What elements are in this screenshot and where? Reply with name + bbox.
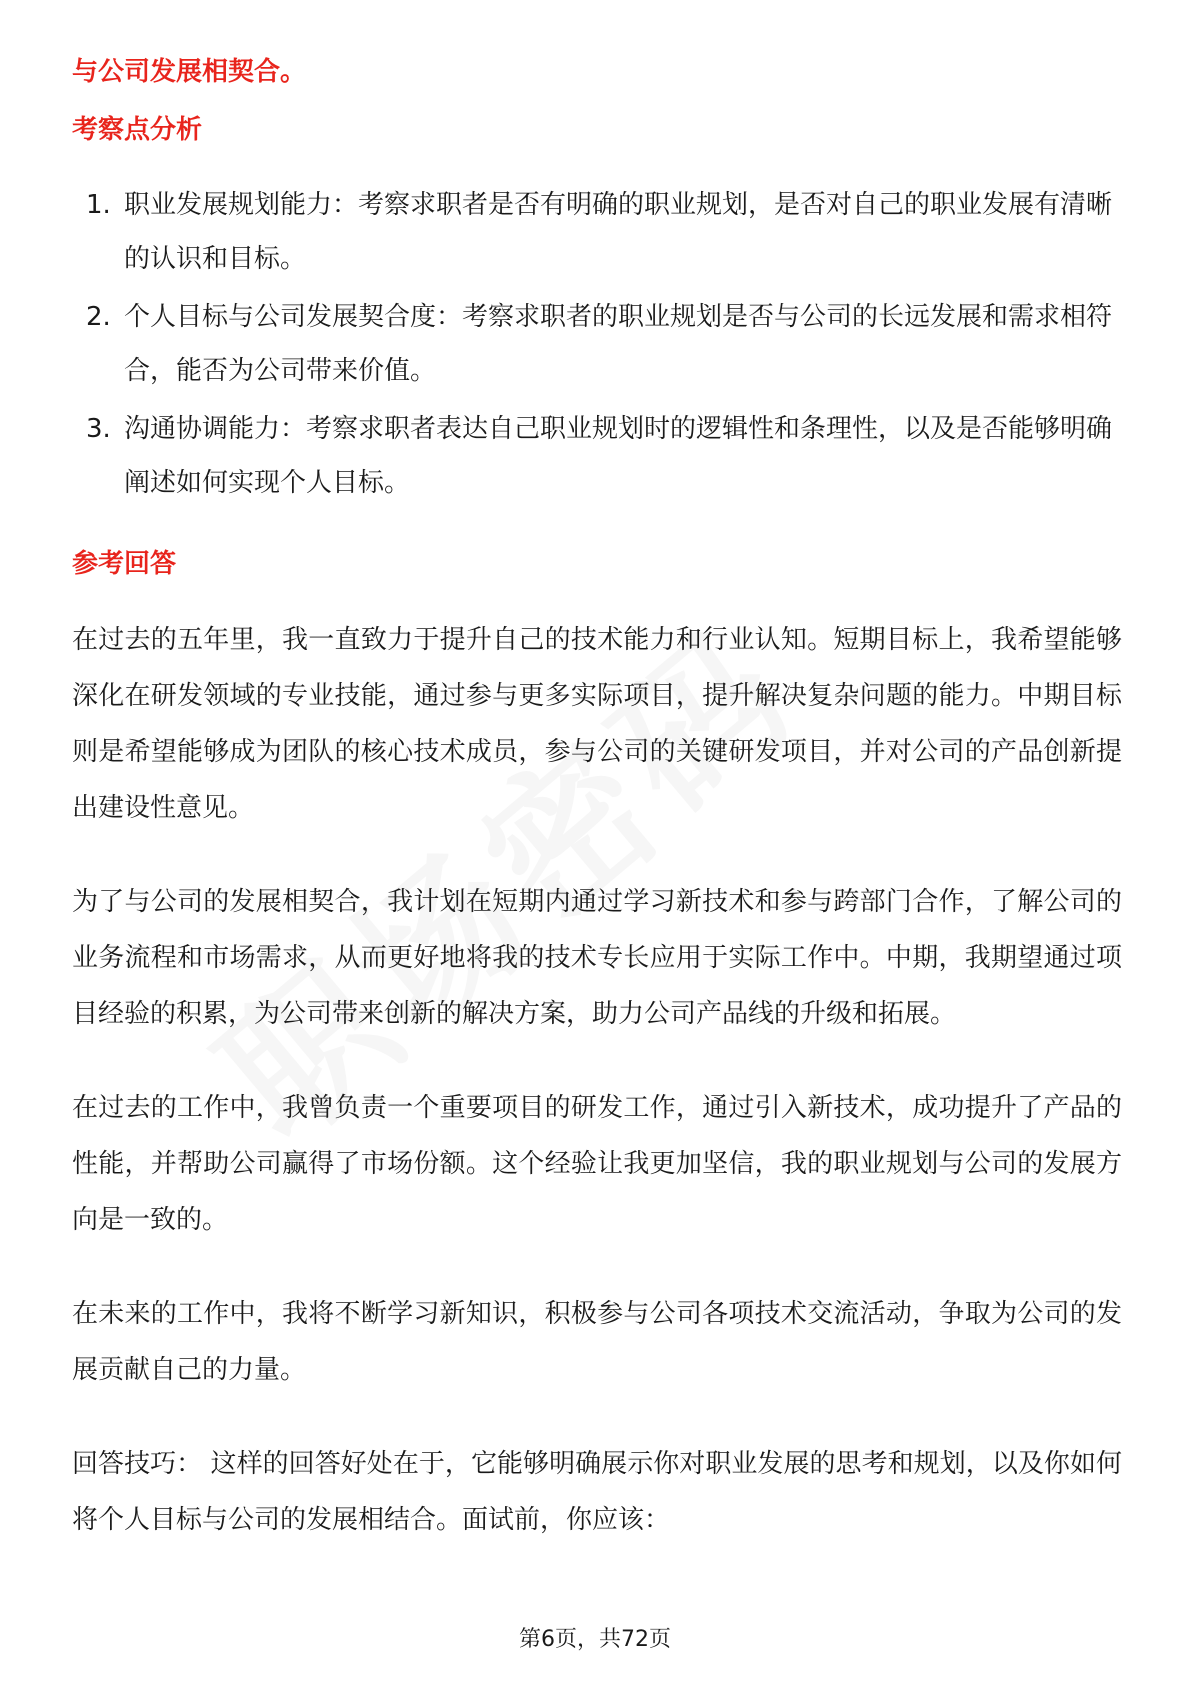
list-number: 1. <box>86 190 111 220</box>
list-number: 2. <box>86 302 111 332</box>
list-number: 3. <box>86 414 111 444</box>
analysis-list <box>72 178 1122 510</box>
list-item <box>72 402 1122 510</box>
answer-paragraph: 在过去的工作中，我曾负责一个重要项目的研发工作，通过引入新技术，成功提升了产品的性能，并帮助公司赢得了市场份额。这个经验让我更加坚信，我的职业规划与公司的发展方向是一致的。 <box>72 1093 1122 1235</box>
list-item-text: 沟通协调能力：考察求职者表达自己职业规划时的逻辑性和条理性，以及是否能够明确阐述如何实现个人目标。 <box>124 414 1113 498</box>
list-item <box>72 290 1122 398</box>
analysis-heading: 考察点分析 <box>72 115 203 145</box>
list-item-text: 职业发展规划能力：考察求职者是否有明确的职业规划，是否对自己的职业发展有清晰的认识和目标。 <box>124 190 1113 274</box>
page-footer: 第6页，共72页 <box>519 1627 671 1652</box>
answer-paragraph: 在未来的工作中，我将不断学习新知识，积极参与公司各项技术交流活动，争取为公司的发展贡献自己的力量。 <box>72 1299 1122 1385</box>
answer-tips-paragraph: 回答技巧： 这样的回答好处在于，它能够明确展示你对职业发展的思考和规划，以及你如何将个人目标与公司的发展相结合。面试前，你应该： <box>72 1449 1122 1535</box>
list-item-text: 个人目标与公司发展契合度：考察求职者的职业规划是否与公司的长远发展和需求相符合，能否为公司带来价值。 <box>124 302 1113 386</box>
answer-paragraph: 为了与公司的发展相契合，我计划在短期内通过学习新技术和参与跨部门合作，了解公司的业务流程和市场需求，从而更好地将我的技术专长应用于实际工作中。中期，我期望通过项目经验的积累，为公司带来创新的解决方案，助力公司产品线的升级和拓展。 <box>72 887 1122 1029</box>
lead-text: 与公司发展相契合。 <box>72 57 307 87</box>
answer-heading: 参考回答 <box>72 549 177 579</box>
list-item <box>72 178 1122 286</box>
answer-paragraph: 在过去的五年里，我一直致力于提升自己的技术能力和行业认知。短期目标上，我希望能够深化在研发领域的专业技能，通过参与更多实际项目，提升解决复杂问题的能力。中期目标则是希望能够成为团队的核心技术成员，参与公司的关键研发项目，并对公司的产品创新提出建设性意见。 <box>72 625 1122 823</box>
document-page <box>72 52 1122 1586</box>
